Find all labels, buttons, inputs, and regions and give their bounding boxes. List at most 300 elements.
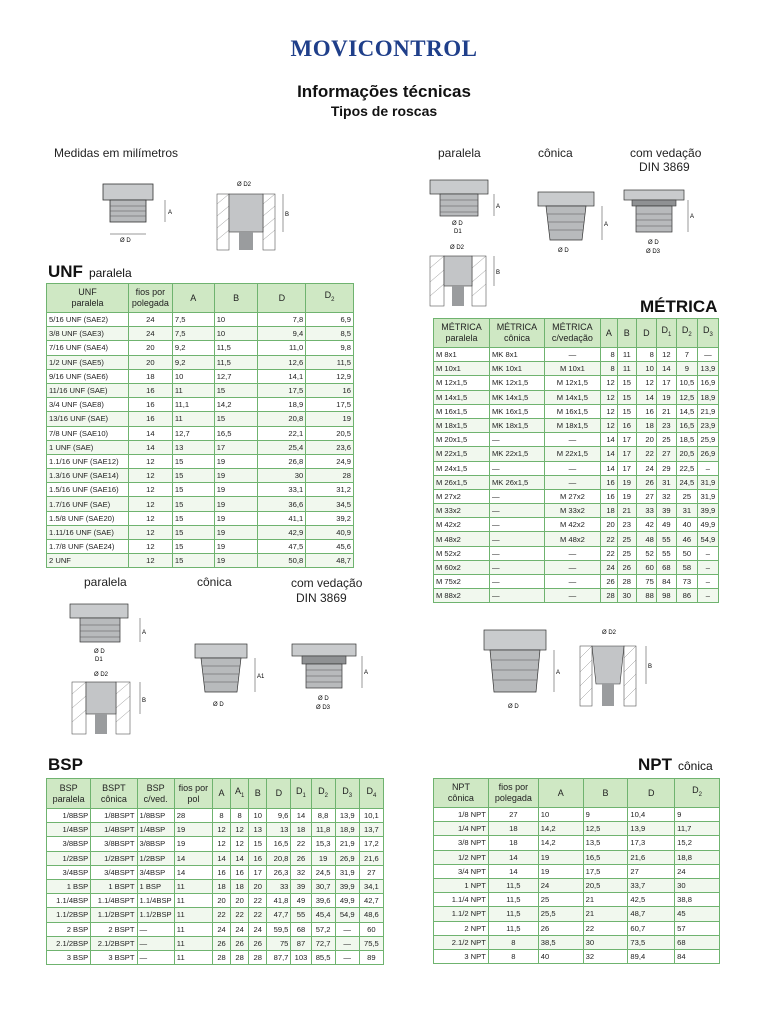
bsp-cell: 1 BSPT <box>91 879 137 893</box>
npt-cell: 24 <box>538 878 583 892</box>
bsp-cell: 8,8 <box>311 809 335 823</box>
metrica-cell: 7 <box>676 348 697 362</box>
unf-cell: 34,5 <box>306 497 354 511</box>
unf-cell: 9,2 <box>172 341 214 355</box>
bsp-cell: 14 <box>231 851 249 865</box>
bsp-cell: 14 <box>174 851 212 865</box>
unf-cell: 15 <box>172 540 214 554</box>
unf-cell: 3/4 UNF (SAE8) <box>47 398 129 412</box>
table-row <box>434 878 720 892</box>
unf-cell: 39,2 <box>306 511 354 525</box>
metrica-cell: 20,5 <box>676 447 697 461</box>
npt-cell: 9 <box>675 808 720 822</box>
unf-header-cell: fios por polegada <box>128 284 172 313</box>
npt-cell: 11,5 <box>488 907 538 921</box>
unf-cell: 5/16 UNF (SAE2) <box>47 313 129 327</box>
metrica-cell: 68 <box>656 560 676 574</box>
npt-cell: 40 <box>538 949 583 963</box>
metrica-cell: 25 <box>617 546 636 560</box>
table-row <box>47 837 384 851</box>
metrica-cell: 14 <box>600 447 617 461</box>
metrica-cell: 39,9 <box>697 504 718 518</box>
metrica-cell: 60 <box>636 560 656 574</box>
bsp-conica-label: cônica <box>197 575 232 589</box>
bsp-cell: 18,9 <box>335 823 359 837</box>
npt-cell: 14,2 <box>538 822 583 836</box>
npt-cell: 1 NPT <box>434 878 489 892</box>
npt-header-cell: D <box>628 779 675 808</box>
unf-cell: 12 <box>128 454 172 468</box>
metrica-cell: 14,5 <box>676 404 697 418</box>
bsp-cell: 8 <box>213 809 231 823</box>
metrica-cell: M 10x1 <box>434 362 490 376</box>
bsp-cell: 19 <box>311 851 335 865</box>
bsp-cell: 47,7 <box>267 908 291 922</box>
metrica-cell: — <box>489 433 544 447</box>
unf-cell: 6,9 <box>306 313 354 327</box>
metrica-cell: — <box>697 348 718 362</box>
bsp-cell: 31,9 <box>335 865 359 879</box>
unf-cell: 19 <box>214 554 258 568</box>
table-row <box>434 390 719 404</box>
metrica-cell: – <box>697 546 718 560</box>
table-row <box>434 935 720 949</box>
metrica-cell: — <box>544 546 600 560</box>
bsp-cell: 28 <box>213 950 231 964</box>
metrica-cell: 28 <box>600 589 617 603</box>
bsp-cell: 15,3 <box>311 837 335 851</box>
bsp-header-cell: $D_3$ <box>335 779 359 809</box>
unf-cell: 8,5 <box>306 327 354 341</box>
unf-cell: 24 <box>128 313 172 327</box>
unf-cell: 1.5/8 UNF (SAE20) <box>47 511 129 525</box>
unf-cell: 24,9 <box>306 454 354 468</box>
unf-cell: 19 <box>214 469 258 483</box>
metrica-cell: 25 <box>617 532 636 546</box>
metrica-cell: M 48x2 <box>544 532 600 546</box>
bsp-cell: 42,7 <box>359 894 383 908</box>
bsp-header-cell: fios por pol <box>174 779 212 809</box>
bsp-cell: 13,7 <box>359 823 383 837</box>
metrica-header-cell: $D_3$ <box>697 319 718 348</box>
page-subtitle: Tipos de roscas <box>330 103 438 119</box>
npt-cell: 20,5 <box>583 878 628 892</box>
metrica-cell: 25 <box>676 489 697 503</box>
unf-cell: 9/16 UNF (SAE6) <box>47 369 129 383</box>
unf-cell: 1.5/16 UNF (SAE16) <box>47 483 129 497</box>
npt-cell: 25 <box>538 893 583 907</box>
metrica-cell: 73 <box>676 575 697 589</box>
bsp-header-cell: $D_4$ <box>359 779 383 809</box>
table-row <box>47 554 354 568</box>
metrica-cell: 8 <box>636 348 656 362</box>
metrica-cell: — <box>489 546 544 560</box>
table-row <box>47 355 354 369</box>
npt-cell: 24 <box>675 864 720 878</box>
svg-text:B: B <box>285 212 290 218</box>
bsp-cell: 68 <box>291 922 311 936</box>
npt-cell: 14,2 <box>538 836 583 850</box>
bsp-cell: 17 <box>249 865 267 879</box>
table-row <box>47 922 384 936</box>
npt-cell: 30 <box>583 935 628 949</box>
bsp-cell: 75,5 <box>359 936 383 950</box>
bsp-cell: 15 <box>249 837 267 851</box>
npt-cell: 26 <box>538 921 583 935</box>
unf-cell: 25,4 <box>258 440 306 454</box>
npt-cell: 3/4 NPT <box>434 864 489 878</box>
metrica-cell: 17 <box>617 447 636 461</box>
unf-cell: 12 <box>128 554 172 568</box>
unf-cell: 16 <box>128 412 172 426</box>
metrica-cell: 23,9 <box>697 418 718 432</box>
unf-cell: 24 <box>128 327 172 341</box>
metrica-cell: 19 <box>617 475 636 489</box>
metrica-cell: 20 <box>600 518 617 532</box>
bsp-cell: 16 <box>213 865 231 879</box>
table-row <box>47 936 384 950</box>
bsp-cell: 24,5 <box>311 865 335 879</box>
metrica-cell: 12 <box>600 390 617 404</box>
metric-conica-label: cônica <box>538 146 573 160</box>
bsp-vedacao-drawing <box>290 640 375 720</box>
bsp-section-title: BSP <box>48 755 83 774</box>
unf-cell: 12,7 <box>214 369 258 383</box>
npt-cell: 57 <box>675 921 720 935</box>
table-row <box>47 412 354 426</box>
metrica-cell: — <box>489 532 544 546</box>
unf-cell: 1 UNF (SAE) <box>47 440 129 454</box>
npt-cell: 1/4 NPT <box>434 822 489 836</box>
metrica-cell: — <box>544 560 600 574</box>
npt-cell: 9 <box>583 808 628 822</box>
metric-din-label: DIN 3869 <box>639 160 690 174</box>
unf-cell: 17 <box>214 440 258 454</box>
metrica-cell: 42 <box>636 518 656 532</box>
table-row <box>434 376 719 390</box>
metrica-cell: MK 8x1 <box>489 348 544 362</box>
metrica-cell: 16 <box>600 489 617 503</box>
metrica-cell: 19 <box>656 390 676 404</box>
table-row <box>47 497 354 511</box>
metrica-cell: 21 <box>617 504 636 518</box>
bsp-cell: 1/8BSPT <box>91 809 137 823</box>
bsp-cell: 3/4BSPT <box>91 865 137 879</box>
metrica-cell: 28 <box>617 575 636 589</box>
table-row <box>47 809 384 823</box>
unf-cell: 28 <box>306 469 354 483</box>
metrica-cell: 40 <box>676 518 697 532</box>
unf-cell: 15 <box>214 412 258 426</box>
npt-cell: 84 <box>675 949 720 963</box>
bsp-cell: 28 <box>231 950 249 964</box>
unf-cell: 10 <box>214 327 258 341</box>
npt-cell: 73,5 <box>628 935 675 949</box>
metrica-cell: 98 <box>656 589 676 603</box>
unf-cell: 15 <box>172 483 214 497</box>
unf-cell: 1.7/8 UNF (SAE24) <box>47 540 129 554</box>
npt-fitting-drawing <box>482 628 577 713</box>
bsp-cell: 26 <box>249 936 267 950</box>
table-row <box>47 540 354 554</box>
unf-cell: 16 <box>128 398 172 412</box>
table-row <box>47 369 354 383</box>
metric-vedacao-label: com vedação <box>630 146 702 160</box>
bsp-cell: 14 <box>213 851 231 865</box>
bsp-cell: 18 <box>213 879 231 893</box>
unf-cell: 12,6 <box>258 355 306 369</box>
unf-header-cell: B <box>214 284 258 313</box>
metrica-cell: M 27x2 <box>544 489 600 503</box>
metrica-cell: MK 18x1,5 <box>489 418 544 432</box>
unf-cell: 10 <box>172 369 214 383</box>
bsp-cell: 87,7 <box>267 950 291 964</box>
table-row <box>434 949 720 963</box>
metrica-cell: 15 <box>617 390 636 404</box>
npt-cell: 38,8 <box>675 893 720 907</box>
npt-cell: 21 <box>583 907 628 921</box>
table-row <box>47 327 354 341</box>
bsp-cell: 1.1/4BSP <box>137 894 174 908</box>
bsp-paralela-drawing <box>68 600 163 740</box>
unf-cell: 15 <box>172 469 214 483</box>
metrica-cell: 52 <box>636 546 656 560</box>
svg-text:A: A <box>690 214 695 220</box>
bsp-cell: 28 <box>249 950 267 964</box>
bsp-cell: 24 <box>231 922 249 936</box>
svg-text:D1: D1 <box>454 229 462 235</box>
unf-cell: 12,7 <box>172 426 214 440</box>
bsp-cell: 19 <box>174 837 212 851</box>
metrica-cell: 49,9 <box>697 518 718 532</box>
svg-text:Ø D: Ø D <box>648 240 659 246</box>
table-row <box>434 461 719 475</box>
metrica-cell: – <box>697 575 718 589</box>
metrica-cell: 14 <box>600 461 617 475</box>
metrica-cell: 12 <box>600 404 617 418</box>
bsp-cell: 21,9 <box>335 837 359 851</box>
table-row <box>47 483 354 497</box>
npt-cell: 18 <box>488 822 538 836</box>
metrica-cell: 16 <box>600 475 617 489</box>
npt-cell: 16,5 <box>583 850 628 864</box>
unf-cell: 20,5 <box>306 426 354 440</box>
unf-cell: 19 <box>214 483 258 497</box>
unf-cell: 15 <box>214 383 258 397</box>
table-row <box>47 894 384 908</box>
svg-text:Ø D2: Ø D2 <box>94 672 109 678</box>
metrica-cell: 50 <box>676 546 697 560</box>
bsp-cell: 18 <box>291 823 311 837</box>
bsp-cell: 72,7 <box>311 936 335 950</box>
metrica-cell: 54,9 <box>697 532 718 546</box>
bsp-header-cell: $D_1$ <box>291 779 311 809</box>
metrica-cell: 15 <box>617 376 636 390</box>
bsp-cell: 1/4BSP <box>47 823 91 837</box>
unf-cell: 11/16 UNF (SAE) <box>47 383 129 397</box>
brand-logo: MOVICONTROL <box>290 36 478 61</box>
metrica-cell: 27 <box>636 489 656 503</box>
bsp-header-cell: B <box>249 779 267 809</box>
metrica-cell: 27 <box>656 447 676 461</box>
npt-header-cell: B <box>583 779 628 808</box>
table-row <box>47 511 354 525</box>
npt-cell: 8 <box>488 935 538 949</box>
bsp-cell: 2 BSPT <box>91 922 137 936</box>
unf-cell: 12,9 <box>306 369 354 383</box>
unf-cell: 19 <box>306 412 354 426</box>
table-row <box>47 313 354 327</box>
metrica-cell: 8 <box>600 362 617 376</box>
svg-text:Ø D3: Ø D3 <box>646 249 661 255</box>
metrica-cell: 24 <box>600 560 617 574</box>
bsp-header-cell: $A_1$ <box>231 779 249 809</box>
metrica-cell: M 14x1,5 <box>544 390 600 404</box>
metrica-cell: 11 <box>617 362 636 376</box>
bsp-cell: 1/4BSP <box>137 823 174 837</box>
npt-cell: 68 <box>675 935 720 949</box>
bsp-cell: 1/8BSP <box>137 809 174 823</box>
metrica-cell: 18 <box>636 418 656 432</box>
metrica-cell: 25 <box>656 433 676 447</box>
metrica-cell: 22 <box>600 546 617 560</box>
unf-cell: 19 <box>214 497 258 511</box>
metrica-cell: M 24x1,5 <box>434 461 490 475</box>
metrica-cell: — <box>489 575 544 589</box>
bsp-cell: 22 <box>231 908 249 922</box>
metrica-cell: 18 <box>600 504 617 518</box>
table-row <box>434 893 720 907</box>
unf-cell: 12 <box>128 540 172 554</box>
metrica-cell: 86 <box>676 589 697 603</box>
unf-cell: 42,9 <box>258 525 306 539</box>
metrica-cell: MK 10x1 <box>489 362 544 376</box>
npt-cell: 3 NPT <box>434 949 489 963</box>
npt-cell: 32 <box>583 949 628 963</box>
bsp-cell: 8 <box>231 809 249 823</box>
table-row <box>47 440 354 454</box>
table-row <box>434 433 719 447</box>
bsp-cell: 22 <box>249 894 267 908</box>
unf-cell: 19 <box>214 454 258 468</box>
table-row <box>434 348 719 362</box>
metrica-cell: M 22x1,5 <box>434 447 490 461</box>
svg-text:B: B <box>648 664 653 670</box>
metrica-cell: – <box>697 589 718 603</box>
unf-cell: 16 <box>306 383 354 397</box>
bsp-cell: 1/2BSP <box>137 851 174 865</box>
metrica-header-cell: A <box>600 319 617 348</box>
metrica-cell: 32 <box>656 489 676 503</box>
metrica-cell: 22 <box>636 447 656 461</box>
metrica-cell: 23 <box>656 418 676 432</box>
bsp-cell: 39,9 <box>335 879 359 893</box>
metrica-cell: 16 <box>636 404 656 418</box>
unf-cell: 15 <box>172 525 214 539</box>
unf-cell: 7/16 UNF (SAE4) <box>47 341 129 355</box>
unf-cell: 20 <box>128 355 172 369</box>
metrica-cell: MK 12x1,5 <box>489 376 544 390</box>
npt-cell: 11,7 <box>675 822 720 836</box>
metrica-cell: 26,9 <box>697 447 718 461</box>
unf-cell: 12 <box>128 483 172 497</box>
metrica-cell: M 16x1,5 <box>434 404 490 418</box>
bsp-cell: 39 <box>291 879 311 893</box>
npt-cell: 11,5 <box>488 878 538 892</box>
metrica-cell: 8 <box>600 348 617 362</box>
metrica-cell: 31,9 <box>697 489 718 503</box>
bsp-din-label: DIN 3869 <box>296 591 347 605</box>
metrica-cell: 19 <box>617 489 636 503</box>
bsp-cell: 12 <box>213 837 231 851</box>
unf-cell: 45,6 <box>306 540 354 554</box>
metrica-cell: — <box>489 518 544 532</box>
table-row <box>47 823 384 837</box>
table-row <box>47 454 354 468</box>
metrica-cell: 15 <box>617 404 636 418</box>
npt-cell: 11,5 <box>488 921 538 935</box>
metrica-cell: 21 <box>656 404 676 418</box>
unf-cell: 19 <box>214 525 258 539</box>
metrica-cell: 31,9 <box>697 475 718 489</box>
npt-cell: 48,7 <box>628 907 675 921</box>
metrica-cell: M 33x2 <box>434 504 490 518</box>
npt-cell: 3/8 NPT <box>434 836 489 850</box>
svg-text:Ø D3: Ø D3 <box>316 705 331 711</box>
metrica-header-cell: $D_1$ <box>656 319 676 348</box>
metrica-cell: M 75x2 <box>434 575 490 589</box>
bsp-cell: 27 <box>359 865 383 879</box>
bsp-cell: 10 <box>249 809 267 823</box>
table-row <box>47 879 384 893</box>
bsp-vedacao-label: com vedação <box>291 576 363 590</box>
metric-conica-drawing <box>534 186 614 256</box>
metrica-cell: — <box>544 348 600 362</box>
metrica-cell: M 18x1,5 <box>434 418 490 432</box>
bsp-cell: 22 <box>213 908 231 922</box>
table-row <box>47 341 354 355</box>
bsp-cell: — <box>335 950 359 964</box>
metrica-cell: M 48x2 <box>434 532 490 546</box>
npt-cell: 14 <box>488 864 538 878</box>
metrica-cell: – <box>697 461 718 475</box>
metrica-cell: 26 <box>617 560 636 574</box>
unf-cell: 19 <box>214 511 258 525</box>
bsp-cell: 26,3 <box>267 865 291 879</box>
bsp-cell: 28 <box>174 809 212 823</box>
npt-section-title: NPT cônica <box>638 755 713 774</box>
bsp-cell: 54,9 <box>335 908 359 922</box>
bsp-cell: 20 <box>213 894 231 908</box>
bsp-cell: 26,9 <box>335 851 359 865</box>
table-row <box>47 469 354 483</box>
bsp-cell: 57,2 <box>311 922 335 936</box>
metrica-cell: 48 <box>636 532 656 546</box>
unf-cell: 33,1 <box>258 483 306 497</box>
svg-text:Ø D: Ø D <box>120 238 131 244</box>
table-row <box>47 426 354 440</box>
npt-cell: 14 <box>488 850 538 864</box>
unf-cell: 1.1/16 UNF (SAE12) <box>47 454 129 468</box>
unf-cell: 19 <box>214 540 258 554</box>
bsp-cell: 16 <box>249 851 267 865</box>
metrica-cell: 84 <box>656 575 676 589</box>
metrica-cell: 12 <box>656 348 676 362</box>
metrica-cell: 14 <box>656 362 676 376</box>
metrica-cell: M 12x1,5 <box>434 376 490 390</box>
npt-cell: 45 <box>675 907 720 921</box>
bsp-cell: 3 BSPT <box>91 950 137 964</box>
